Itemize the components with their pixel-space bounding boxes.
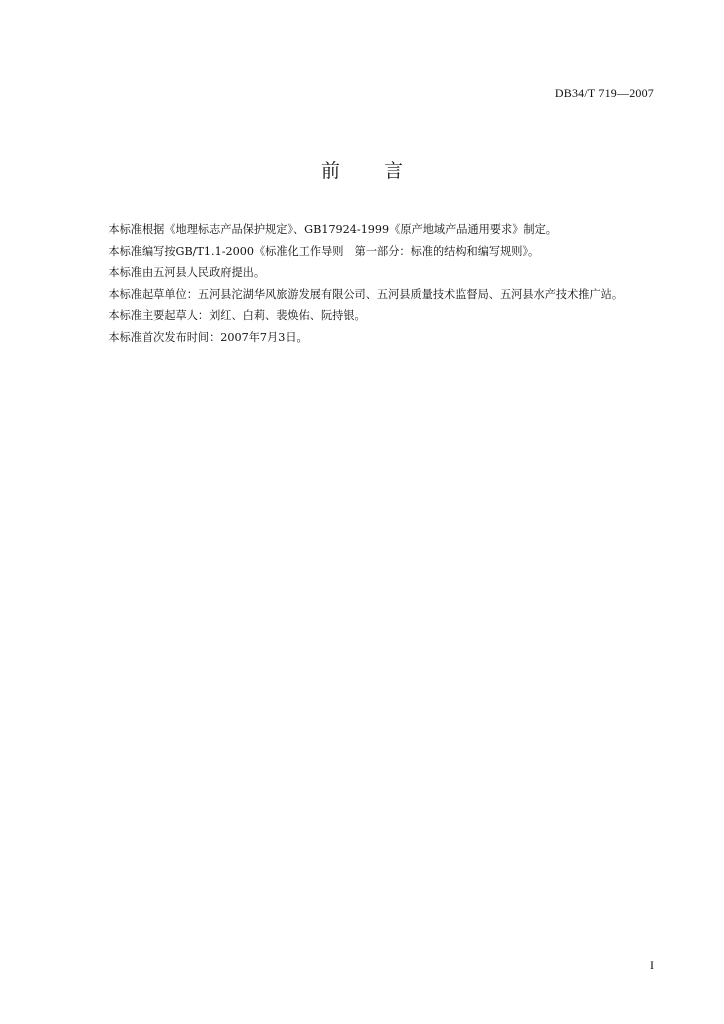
paragraph-drafting-rules: 本标准编写按GB/T1.1-2000《标准化工作导则 第一部分：标准的结构和编写规则》。 bbox=[108, 244, 540, 258]
standard-code: DB34/T 719—2007 bbox=[554, 86, 654, 100]
paragraph-proposer: 本标准由五河县人民政府提出。 bbox=[108, 266, 266, 279]
paragraph-drafting-units: 本标准起草单位：五河县沱湖华风旅游发展有限公司、五河县质量技术监督局、五河县水产技术推广站。 bbox=[108, 287, 624, 301]
page-title: 前言 bbox=[320, 160, 447, 182]
paragraph-release-date: 本标准首次发布时间：2007年7月3日。 bbox=[108, 330, 308, 344]
foreword-body bbox=[86, 219, 656, 348]
page-number: I bbox=[650, 958, 654, 972]
paragraph-drafters: 本标准主要起草人：刘红、白莉、裴焕佑、阮持银。 bbox=[108, 309, 366, 322]
paragraph-basis: 本标准根据《地理标志产品保护规定》、GB17924-1999《原产地域产品通用要求》制定。 bbox=[108, 223, 557, 236]
